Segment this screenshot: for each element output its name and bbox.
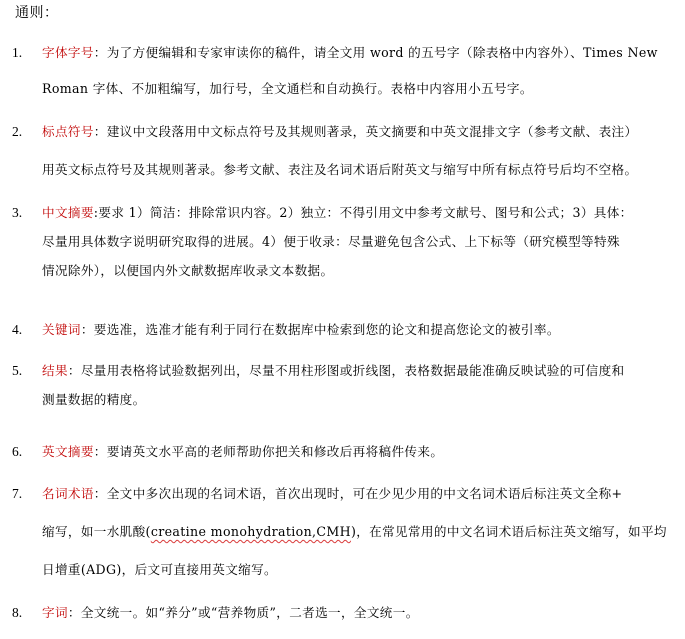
item-term: 字体字号 (42, 45, 94, 60)
item-text: ：要选准，选准才能有利于同行在数据库中检索到您的论文和提高您论文的被引率。 (80, 322, 560, 337)
item-text: ：全文统一。如“养分”或“营养物质”，二者选一，全文统一。 (67, 605, 419, 620)
item-number: 5. (12, 363, 23, 378)
item-number: 7. (12, 486, 23, 501)
item-text: 用英文标点符号及其规则著录。参考文献、表注及名词术语后附英文与缩写中所有标点符号后均不空格。 (42, 162, 638, 177)
item-body (42, 315, 676, 344)
item-body (42, 198, 676, 285)
item-term: 结果 (42, 363, 68, 378)
item-body (42, 437, 676, 466)
item-body (42, 356, 676, 414)
item-term: 英文摘要 (42, 444, 94, 459)
item-line (42, 38, 676, 67)
item-text: )，在常见常用的中文名词术语后标注英文缩写，如平均 (350, 524, 667, 539)
item-text: 尽量用具体数字说明研究取得的进展。4）便于收录：尽量避免包含公式、上下标等（研究模型等特殊 (42, 234, 620, 249)
item-term: 标点符号 (42, 124, 94, 139)
item-term: 名词术语 (42, 486, 94, 501)
item-term: 关键词 (42, 322, 81, 337)
flagged-term: creatine monohydration,CMH (150, 524, 351, 539)
item-text: Roman 字体、不加粗编写，加行号，全文通栏和自动换行。表格中内容用小五号字。 (42, 81, 533, 96)
item-line (42, 437, 676, 466)
item-text: ：全文中多次出现的名词术语，首次出现时，可在少见少用的中文名词术语后标注英文全称+ (93, 486, 623, 501)
item-number: 6. (12, 444, 23, 459)
item-line (42, 479, 676, 508)
item-number: 2. (12, 124, 23, 139)
item-body (42, 38, 676, 103)
item-line (42, 517, 676, 546)
item-text: 情况除外），以便国内外文献数据库收录文本数据。 (42, 263, 334, 278)
item-text: 测量数据的精度。 (42, 392, 146, 407)
item-line (42, 117, 676, 146)
item-line (42, 598, 676, 627)
item-line (42, 198, 676, 227)
item-text: 缩写，如一水肌酸( (42, 524, 151, 539)
item-term: 中文摘要 (42, 205, 94, 220)
item-text: 日增重(ADG)，后文可直接用英文缩写。 (42, 562, 277, 577)
section-heading: 通则： (15, 5, 59, 21)
item-text: ：建议中文段落用中文标点符号及其规则著录，英文摘要和中英文混排文字（参考文献、表注） (93, 124, 638, 139)
item-number: 1. (12, 45, 23, 60)
item-body (42, 117, 676, 184)
item-number: 3. (12, 205, 23, 220)
item-text: ：尽量用表格将试验数据列出，尽量不用柱形图或折线图，表格数据最能准确反映试验的可信度和 (67, 363, 625, 378)
item-number: 8. (12, 605, 23, 620)
item-body (42, 479, 676, 584)
item-term: 字词 (42, 605, 68, 620)
item-number: 4. (12, 322, 23, 337)
item-text: :要求 1）简洁：排除常识内容。2）独立：不得引用文中参考文献号、图号和公式；3）具体： (93, 205, 633, 220)
item-body (42, 598, 676, 627)
item-text: ：要请英文水平高的老师帮助你把关和修改后再将稿件传来。 (93, 444, 444, 459)
item-line (42, 315, 676, 344)
item-text: ：为了方便编辑和专家审读你的稿件，请全文用 word 的五号字（除表格中内容外）、Times New (93, 45, 658, 60)
item-line (42, 356, 676, 385)
